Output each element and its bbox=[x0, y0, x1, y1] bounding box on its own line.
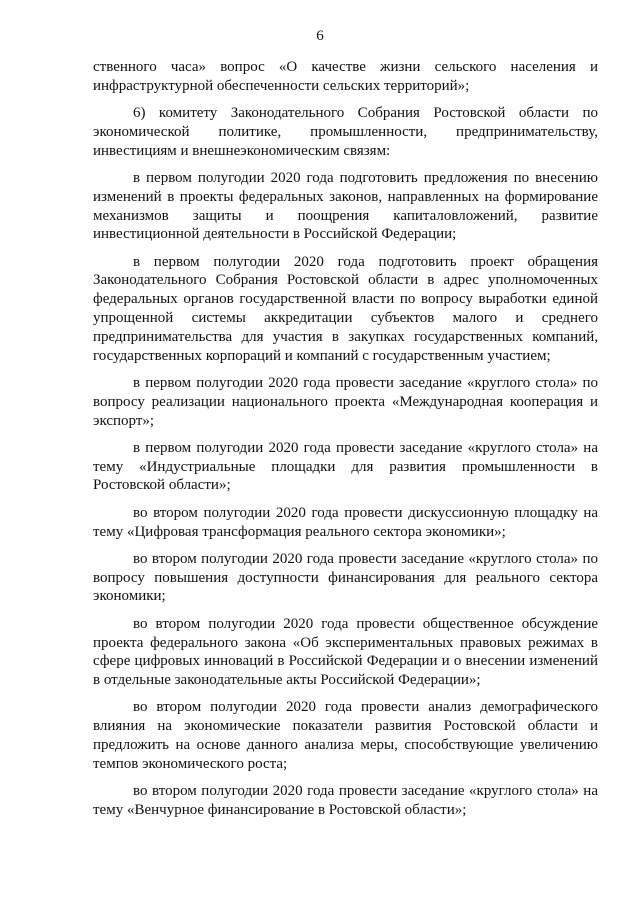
paragraph-item: во втором полугодии 2020 года провести общественное обсуждение проекта федерального закона «Об экспериментальных правовых режимах в сфере цифровых инноваций в Российской Федерации и о внесении изменений в отдельные законодательные акты Российской Федерации»; bbox=[93, 615, 598, 689]
document-body bbox=[93, 58, 598, 828]
page-number: 6 bbox=[316, 28, 324, 44]
paragraph-item: в первом полугодии 2020 года провести заседание «круглого стола» по вопросу реализации национального проекта «Международная кооперация и экспорт»; bbox=[93, 374, 598, 429]
paragraph-item: во втором полугодии 2020 года провести дискуссионную площадку на тему «Цифровая трансформация реального сектора экономики»; bbox=[93, 504, 598, 540]
paragraph-committee-heading: 6) комитету Законодательного Собрания Ростовской области по экономической политике, промышленности, предпринимательству, инвестициям и внешнеэкономическим связям: bbox=[93, 105, 598, 159]
paragraph-item: во втором полугодии 2020 года провести заседание «круглого стола» на тему «Венчурное финансирование в Ростовской области»; bbox=[93, 783, 598, 818]
paragraph-item: во втором полугодии 2020 года провести заседание «круглого стола» по вопросу повышения доступности финансирования для реального сектора экономики; bbox=[93, 550, 598, 605]
paragraph-item: в первом полугодии 2020 года подготовить предложения по внесению изменений в проекты федеральных законов, направленных на формирование механизмов защиты и поощрения капиталовложений, развитие инвестиционной деятельности в Российской Федерации; bbox=[93, 169, 598, 243]
paragraph-continuation: ственного часа» вопрос «О качестве жизни сельского населения и инфраструктурной обеспеченности сельских территорий»; bbox=[93, 59, 598, 94]
paragraph-item: во втором полугодии 2020 года провести анализ демографического влияния на экономические показатели развития Ростовской области и предложить на основе данного анализа меры, способствующие увеличению темпов экономического роста; bbox=[93, 699, 598, 772]
paragraph-item: в первом полугодии 2020 года провести заседание «круглого стола» на тему «Индустриальные площадки для развития промышленности в Ростовской области»; bbox=[93, 439, 598, 494]
paragraph-item: в первом полугодии 2020 года подготовить проект обращения Законодательного Собрания Ростовской области в адрес уполномоченных федеральных органов государственной власти по вопросу выработки единой упрощенной системы аккредитации субъектов малого и среднего предпринимательства для участия в закупках государственных компаний, государственных корпораций и компаний с государственным участием; bbox=[93, 253, 598, 364]
